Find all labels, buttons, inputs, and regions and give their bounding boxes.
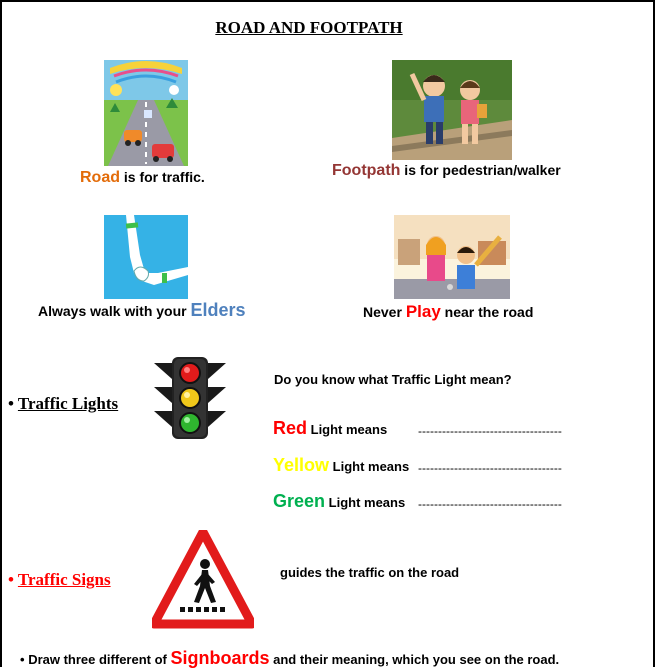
page-title: ROAD AND FOOTPATH bbox=[215, 18, 403, 37]
road-illustration bbox=[104, 60, 188, 166]
holding-hands-illustration bbox=[104, 215, 188, 299]
elders-keyword: Elders bbox=[190, 300, 246, 320]
footpath-caption bbox=[332, 162, 561, 180]
yellow-light-text: Light means bbox=[329, 459, 410, 474]
task-text-after: and their meaning, which you see on the road. bbox=[269, 652, 560, 667]
green-word: Green bbox=[273, 491, 326, 511]
road-caption bbox=[80, 169, 205, 187]
road-caption-text: is for traffic. bbox=[120, 169, 205, 185]
bullet-icon: • bbox=[8, 570, 14, 589]
draw-signboards-task bbox=[20, 648, 559, 669]
traffic-lights-heading bbox=[8, 394, 118, 414]
footpath-caption-text: is for pedestrian/walker bbox=[400, 162, 561, 178]
bullet-icon: • bbox=[20, 652, 25, 667]
pedestrian-crossing-sign-icon bbox=[152, 530, 254, 630]
signboards-keyword: Signboards bbox=[170, 648, 270, 668]
children-playing-illustration bbox=[394, 215, 510, 299]
road-keyword: Road bbox=[80, 169, 120, 186]
green-answer-line: ------------------------------------ bbox=[418, 497, 562, 511]
red-word: Red bbox=[273, 418, 308, 438]
yellow-word: Yellow bbox=[273, 455, 330, 475]
traffic-lights-label: Traffic Lights bbox=[17, 394, 119, 413]
traffic-signs-label: Traffic Signs bbox=[17, 570, 111, 589]
elders-caption-text: Always walk with your bbox=[38, 303, 191, 319]
play-caption bbox=[363, 302, 533, 322]
red-light-text: Light means bbox=[307, 422, 388, 437]
red-light-row bbox=[273, 418, 387, 439]
play-caption-after: near the road bbox=[440, 304, 534, 320]
yellow-light-row bbox=[273, 455, 409, 476]
bullet-icon: • bbox=[8, 394, 14, 413]
elders-caption bbox=[38, 300, 246, 321]
play-caption-before: Never bbox=[363, 304, 406, 320]
task-text-before: Draw three different of bbox=[28, 652, 171, 667]
green-light-row bbox=[273, 491, 405, 512]
green-light-text: Light means bbox=[325, 495, 406, 510]
yellow-answer-line: ------------------------------------ bbox=[418, 461, 562, 475]
traffic-light-icon bbox=[154, 357, 226, 439]
traffic-signs-description: guides the traffic on the road bbox=[280, 565, 460, 580]
traffic-signs-heading bbox=[8, 570, 111, 590]
footpath-illustration bbox=[392, 60, 512, 160]
red-answer-line: ------------------------------------ bbox=[418, 424, 562, 438]
play-keyword: Play bbox=[405, 302, 441, 321]
traffic-light-question: Do you know what Traffic Light mean? bbox=[274, 372, 512, 387]
footpath-keyword: Footpath bbox=[332, 162, 401, 179]
